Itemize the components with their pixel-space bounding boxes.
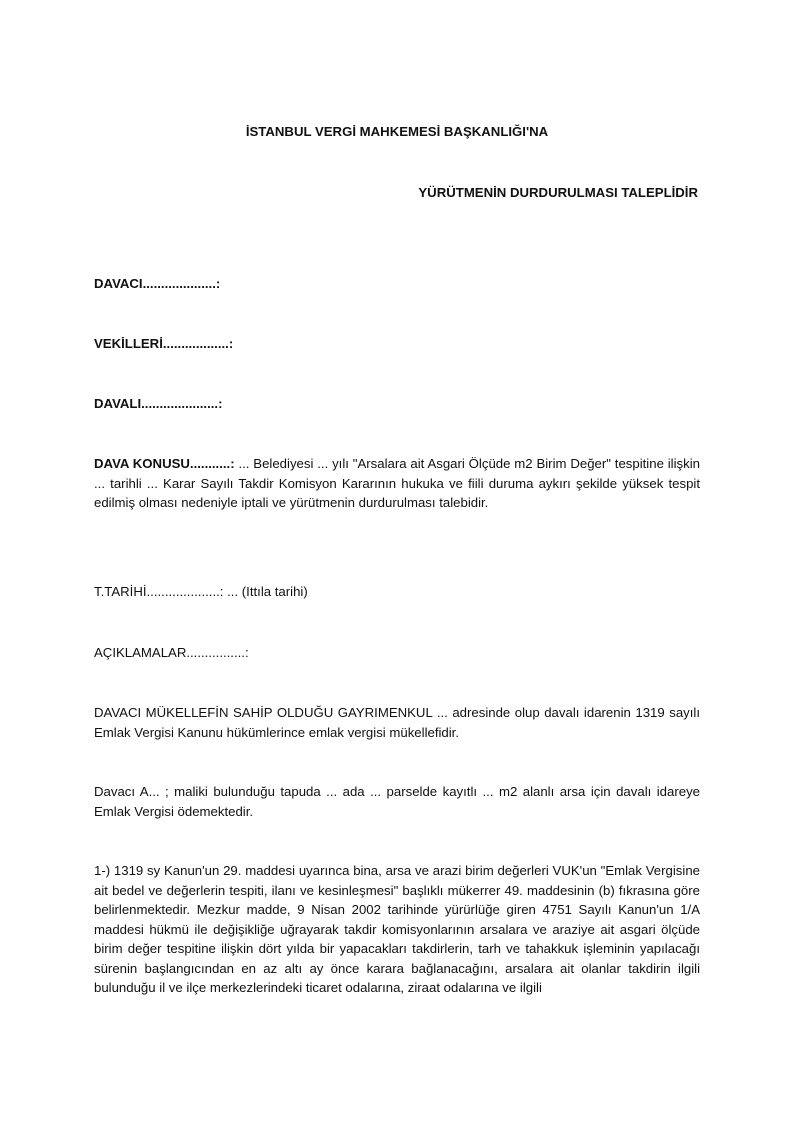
defendant-field <box>94 394 700 414</box>
explanations-label: AÇIKLAMALAR................: <box>94 645 249 660</box>
plaintiff-label: DAVACI....................: <box>94 276 221 291</box>
notification-date-label: T.TARİHİ....................: <box>94 584 224 599</box>
notification-date-field <box>94 582 700 602</box>
paragraph-1: DAVACI MÜKELLEFİN SAHİP OLDUĞU GAYRIMENKUL ... adresinde olup davalı idarenin 1319 sayılı Emlak Vergisi Kanunu hükümlerince emlak vergisi mükellefidir. <box>94 705 700 740</box>
defendant-label: DAVALI.....................: <box>94 396 223 411</box>
court-heading: İSTANBUL VERGİ MAHKEMESİ BAŞKANLIĞI'NA <box>245 124 549 139</box>
subject-label: DAVA KONUSU...........: <box>94 456 235 471</box>
request-heading: YÜRÜTMENİN DURDURULMASI TALEPLİDİR <box>418 185 698 200</box>
attorneys-label: VEKİLLERİ..................: <box>94 336 234 351</box>
subject-paragraph <box>94 454 700 513</box>
notification-date-value: ... (Ittıla tarihi) <box>227 584 308 599</box>
plaintiff-field <box>94 274 700 294</box>
subject-text: ... Belediyesi ... yılı "Arsalara ait Asgari Ölçüde m2 Birim Değer" tespitine ilişkin ... tarihli ... Karar Sayılı Takdir Komisyon Kararının hukuka ve fiili duruma aykırı şekilde yüksek tespit edilmiş olması nedeniyle iptali ve yürütmenin durdurulması talebidir. <box>94 456 700 510</box>
paragraph-2: Davacı A... ; maliki bulunduğu tapuda ... ada ... parselde kayıtlı ... m2 alanlı arsa için davalı idareye Emlak Vergisi ödemektedir. <box>94 784 700 819</box>
attorneys-field <box>94 334 700 354</box>
paragraph-3: 1-) 1319 sy Kanun'un 29. maddesi uyarınca bina, arsa ve arazi birim değerleri VUK'un "Emlak Vergisine ait bedel ve değerlerin tespiti, ilanı ve kesinleşmesi" başlıklı mükerrer 49. maddesinin (b) fıkrasına göre belirlenmektedir. Mezkur madde, 9 Nisan 2002 tarihinde yürürlüğe giren 4751 Sayılı Kanun'un 1/A maddesi hükmü ile değişikliğe uğrayarak takdir komisyonlarının arsalara ve araziye ait asgari ölçüde birim değer tespitine ilişkin dört yılda bir yapacakları takdirlerin, tarh ve tahakkuk işleminin yapılacağı sürenin başlangıcından en az altı ay önce karara bağlanacağını, arsalara ait olanlar takdirin ilgili bulunduğu il ve ilçe merkezlerindeki ticaret odalarına, ziraat odalarına ve ilgili <box>94 863 700 995</box>
explanations-field <box>94 643 700 663</box>
